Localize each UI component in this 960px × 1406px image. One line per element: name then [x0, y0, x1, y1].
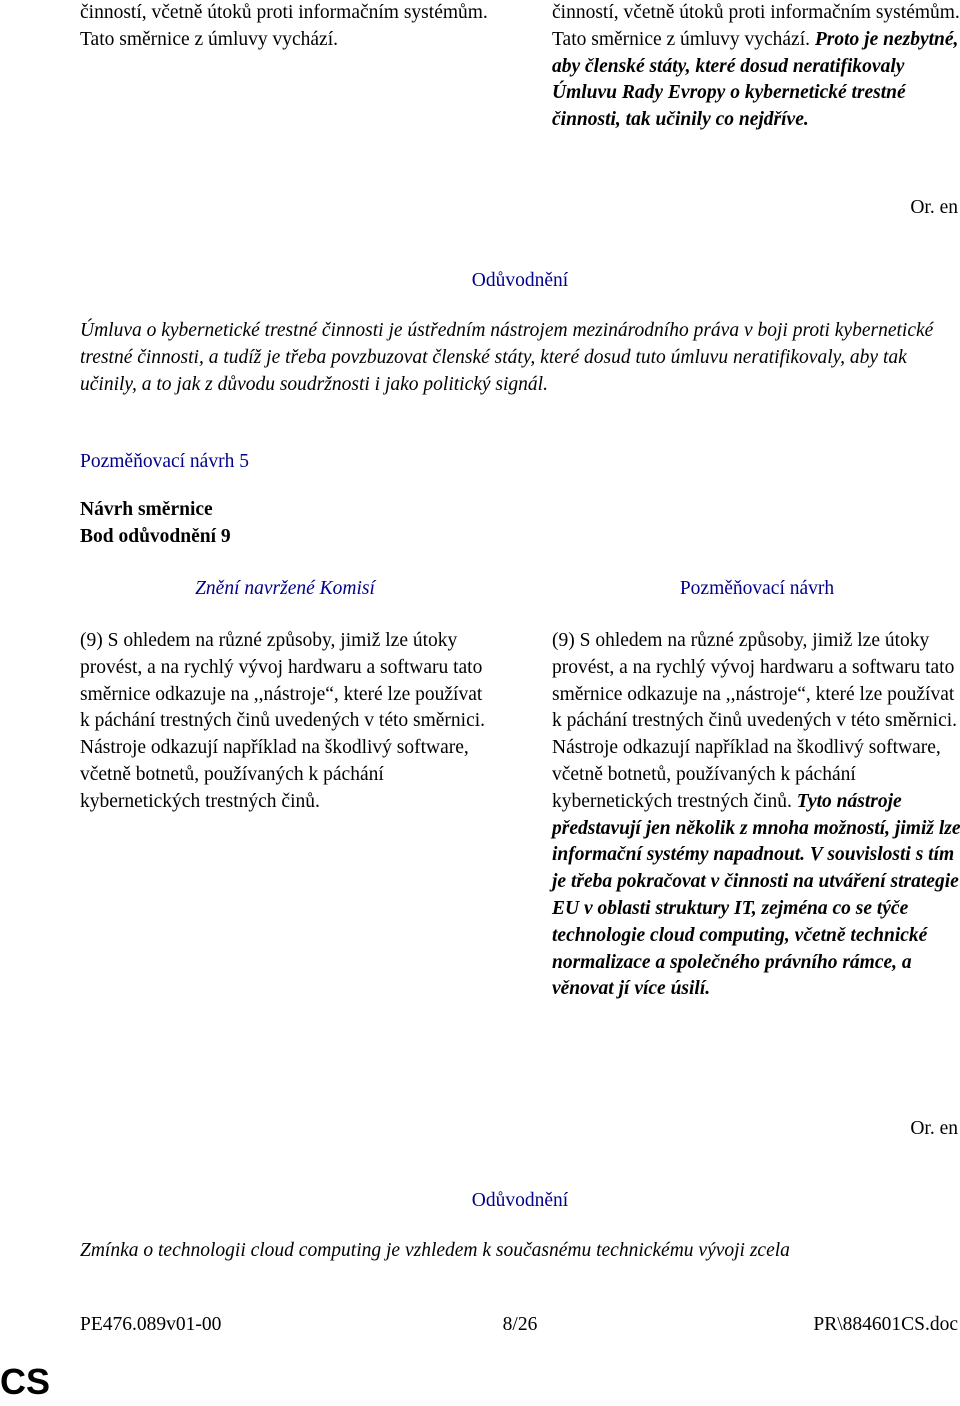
amendment-number: 5 [239, 451, 249, 472]
top-left-text: činností, včetně útoků proti informačním systémům. Tato směrnice z úmluvy vychází. [80, 2, 488, 50]
top-right-amended-text: Proto je nezbytné, aby členské státy, které dosud neratifikovaly Úmluvu Rady Evropy o kybernetické trestné činnosti, tak učinily co nejdříve. [552, 28, 959, 131]
amendment-proposal: Návrh směrnice [80, 499, 213, 520]
justification-text-2: Zmínka o technologii cloud computing je vzhledem k současnému technickému vývoji zcela [80, 1240, 790, 1261]
amendment-added-text: Tyto nástroje představují jen několik z mnoha možností, jimiž lze informační systémy napadnout. V souvislosti s tím je třeba pokračovat v činnosti na utváření strategie EU v oblasti struktury IT, zejména co se týče technologie cloud computing, včetně technické normalizace a společného právního rámce, a věnovat jí více úsilí. [552, 790, 960, 1000]
commission-text: (9) S ohledem na různé způsoby, jimiž lze útoky provést, a na rychlý vývoj hardwaru a softwaru tato směrnice odkazuje na ,,nástroje“, které lze používat k páchání trestných činů uvedených v této směrnici. Nástroje odkazují například na škodlivý software, včetně botnetů, používaných k páchání kybernetických trestných činů. [80, 630, 486, 812]
top-left-paragraph [80, 0, 490, 54]
amendment-text [552, 628, 960, 1003]
column-header-commission: Znění navržené Komisí [195, 578, 375, 599]
footer-file-ref: PR\884601CS.doc [813, 1314, 958, 1335]
top-right-plain-text: činností, včetně útoků proti informačním systémům. Tato směrnice z úmluvy vychází. [552, 2, 960, 50]
original-language-2: Or. en [910, 1118, 958, 1139]
justification-text-1: Úmluva o kybernetické trestné činnosti je ústředním nástrojem mezinárodního práva v boji proti kybernetické trestné činnosti, a tudíž je třeba povzbuzovat členské státy, které dosud tuto úmluvu neratifikovaly, aby tak učinily, a to jak z důvodu soudržnosti i jako politický signál. [80, 320, 934, 395]
amendment-plain-text: (9) S ohledem na různé způsoby, jimiž lze útoky provést, a na rychlý vývoj hardwaru a softwaru tato směrnice odkazuje na ,,nástroje“, které lze používat k páchání trestných činů uvedených v této směrnici. Nástroje odkazují například na škodlivý software, včetně botnetů, používaných k páchání kybernetických trestných činů. [552, 630, 958, 812]
original-language-1: Or. en [910, 197, 958, 218]
amendment-label: Pozměňovací návrh [80, 451, 235, 472]
footer-language-code: CS [0, 1361, 51, 1402]
amendment-title [80, 449, 680, 476]
footer-page-number: 8/26 [502, 1314, 538, 1335]
justification-title-2: Odůvodnění [471, 1190, 569, 1211]
footer-doc-ref: PE476.089v01-00 [80, 1314, 222, 1335]
column-header-amendment: Pozměňovací návrh [679, 578, 835, 599]
amendment-recital: Bod odůvodnění 9 [80, 526, 231, 547]
justification-title-1: Odůvodnění [471, 270, 569, 291]
top-right-paragraph [552, 0, 960, 134]
